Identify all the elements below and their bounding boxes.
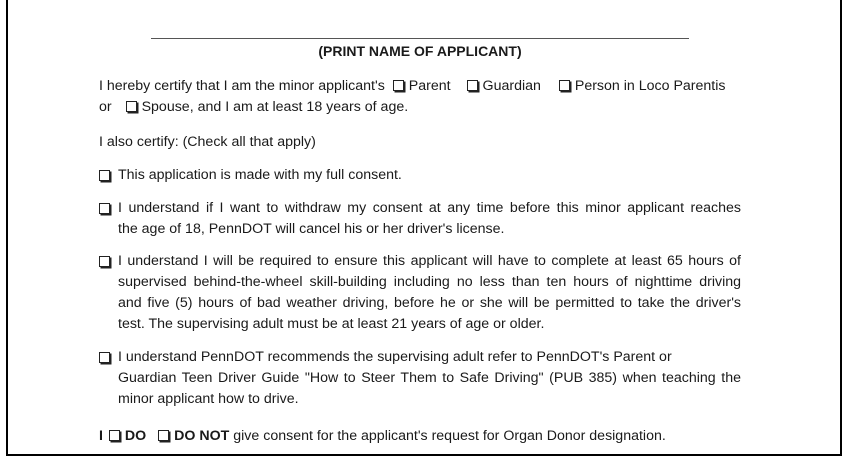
parent-checkbox[interactable]	[393, 80, 404, 91]
item-hours-line-2: supervised behind-the-wheel skill-building including no less than ten hours of nighttime driving	[118, 274, 741, 290]
also-certify-heading: I also certify: (Check all that apply)	[99, 134, 316, 150]
certify-suffix: and I am at least 18 years of age.	[197, 99, 409, 115]
loco-parentis-label: Person in Loco Parentis	[574, 78, 726, 94]
teen-guide-checkbox[interactable]	[99, 352, 110, 363]
parent-label: Parent	[408, 78, 451, 94]
guardian-checkbox[interactable]	[467, 80, 478, 91]
organ-do-label: DO	[124, 428, 147, 444]
certify-line	[99, 78, 726, 94]
item-guide-line-2: Guardian Teen Driver Guide "How to Steer Them to Safe Driving" (PUB 385) when teaching the	[118, 370, 741, 386]
item-hours-line-3: and five (5) hours of bad weather driving, before he or she will be permitted to take the driver's	[118, 295, 741, 311]
item-withdraw-line-2: the age of 18, PennDOT will cancel his or her driver's license.	[118, 221, 505, 237]
item-guide-line-3: minor applicant how to drive.	[118, 391, 299, 407]
guardian-label: Guardian	[482, 78, 541, 94]
organ-i-word: I	[99, 428, 103, 444]
applicant-name-line[interactable]	[151, 38, 689, 39]
spouse-checkbox[interactable]	[126, 101, 137, 112]
organ-do-checkbox[interactable]	[109, 430, 120, 441]
full-consent-checkbox[interactable]	[99, 170, 110, 181]
organ-donor-suffix: give consent for the applicant's request for Organ Donor designation.	[233, 428, 666, 444]
withdraw-consent-checkbox[interactable]	[99, 203, 110, 214]
organ-donor-line	[99, 428, 666, 444]
item-hours-line-4: test. The supervising adult must be at least 21 years of age or older.	[118, 316, 545, 332]
organ-do-not-label: DO NOT	[174, 428, 230, 444]
organ-do-not-checkbox[interactable]	[158, 430, 169, 441]
certify-line-2	[99, 99, 408, 115]
item-full-consent: This application is made with my full consent.	[118, 167, 402, 183]
item-hours-line-1: I understand I will be required to ensure this applicant will have to complete at least 65 hours of	[118, 253, 741, 269]
item-withdraw-line-1: I understand if I want to withdraw my consent at any time before this minor applicant reaches	[118, 200, 741, 216]
print-name-label: (PRINT NAME OF APPLICANT)	[318, 43, 522, 59]
loco-parentis-checkbox[interactable]	[559, 80, 570, 91]
or-word: or	[99, 99, 112, 115]
certify-prefix: I hereby certify that I am the minor applicant's	[99, 78, 385, 94]
spouse-label: Spouse,	[141, 99, 194, 115]
supervised-hours-checkbox[interactable]	[99, 256, 110, 267]
item-guide-line-1: I understand PennDOT recommends the supervising adult refer to PennDOT's Parent or	[118, 349, 672, 365]
